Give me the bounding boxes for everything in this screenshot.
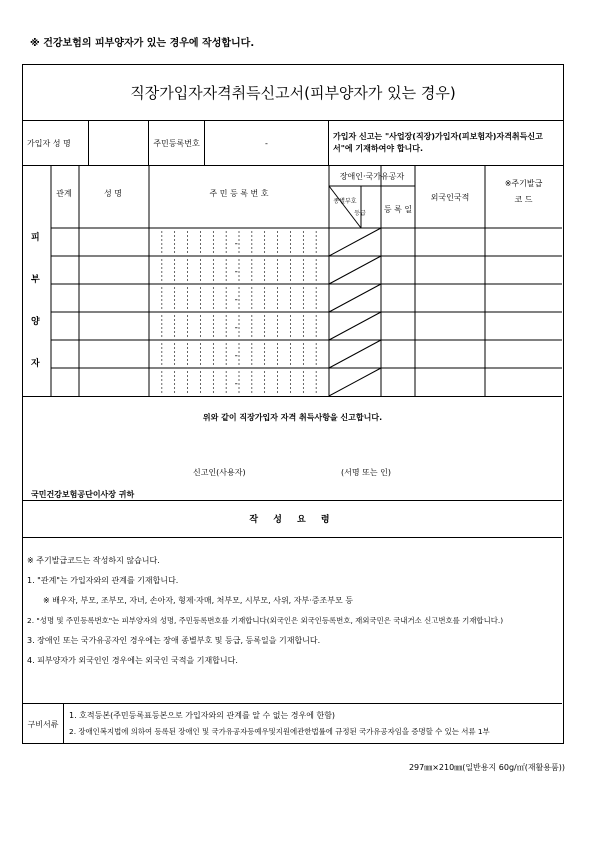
rrn-dash: - bbox=[234, 351, 238, 361]
footer-spec: 297㎜×210㎜(일반용지 60g/㎡(재활용품)) bbox=[408, 763, 565, 772]
subscriber-note: 가입자 신고는 "사업장(직장)가입자(피보험자)자격취득신고서"에 기재하여야 합니다. bbox=[333, 132, 543, 153]
header-reg-date: 등 록 일 bbox=[383, 205, 413, 214]
form-title: 직장가입자자격취득신고서(피부양자가 있는 경우) bbox=[23, 65, 563, 121]
guide-item: ※ 주기발급코드는 작성하지 않습니다. bbox=[27, 556, 160, 565]
declaration-signature: (서명 또는 인) bbox=[341, 468, 391, 477]
subscriber-name-label: 가입자 성 명 bbox=[23, 121, 89, 165]
attachment-item: 1. 호적등본(주민등록표등본으로 가입자와의 관계를 알 수 없는 경우에 한함) bbox=[69, 711, 336, 720]
cell-diagonal bbox=[329, 284, 381, 312]
attachments-list bbox=[69, 708, 490, 740]
header-reissue-code-b: 코 드 bbox=[514, 195, 533, 204]
header-disabled-group: 장애인·국가유공자 bbox=[339, 172, 405, 181]
rrn-dash: - bbox=[234, 239, 238, 249]
cell-diagonal bbox=[329, 368, 381, 396]
header-name: 성 명 bbox=[104, 189, 122, 198]
header-grade: 등급 bbox=[354, 210, 366, 217]
header-relation: 관계 bbox=[56, 189, 72, 198]
header-rrn: 주 민 등 록 번 호 bbox=[209, 189, 269, 198]
subheader-diagonal bbox=[329, 186, 361, 228]
side-label-3: 양 bbox=[31, 317, 40, 327]
subscriber-row bbox=[23, 121, 563, 166]
dependents-table bbox=[23, 166, 562, 396]
cell-diagonal bbox=[329, 340, 381, 368]
subscriber-rrn-field[interactable] bbox=[205, 121, 329, 165]
guide-item: ※ 배우자, 부모, 조부모, 자녀, 손아자, 형제·자매, 처부모, 시부모, 사위, 자부·증조부모 등 bbox=[43, 596, 353, 605]
header-type-code: 종별부호 bbox=[333, 198, 357, 205]
subscriber-name-field[interactable] bbox=[89, 121, 149, 165]
guide-item: 2. "성명 및 주민등록번호"는 피부양자의 성명, 주민등록번호를 기재합니다(외국인은 외국인등록번호, 재외국민은 국내거소 신고번호를 기재합니다.) bbox=[27, 616, 504, 625]
cell-diagonal bbox=[329, 228, 381, 256]
guide-item: 3. 장애인 또는 국가유공자인 경우에는 장애 종별부호 및 등급, 등록일을 기재합니다. bbox=[27, 636, 321, 645]
side-label-2: 부 bbox=[31, 275, 40, 285]
rrn-dash: - bbox=[234, 323, 238, 333]
declaration-recipient: 국민건강보험공단이사장 귀하 bbox=[31, 490, 135, 499]
attachment-item: 2. 장애인복지법에 의하여 등록된 장애인 및 국가유공자등예우및지원에관한법률에 규정된 국가유공자임을 증명할 수 있는 서류 1부 bbox=[69, 727, 490, 736]
declaration-reporter: 신고인(사용자) bbox=[193, 468, 246, 477]
cell-diagonal bbox=[329, 256, 381, 284]
declaration bbox=[23, 396, 562, 501]
guide-list bbox=[27, 551, 557, 671]
attachments bbox=[23, 703, 562, 744]
form-frame bbox=[22, 64, 564, 744]
rrn-dash: - bbox=[234, 267, 238, 277]
rrn-dash: - bbox=[234, 379, 238, 389]
header-reissue-code-a: ※주기발급 bbox=[504, 179, 543, 188]
guide-item: 4. 피부양자가 외국인인 경우에는 외국인 국적을 기재합니다. bbox=[27, 656, 238, 665]
side-label-1: 피 bbox=[31, 233, 40, 243]
subscriber-rrn-label: 주민등록번호 bbox=[149, 121, 205, 165]
declaration-statement: 위와 같이 직장가입자 자격 취득사항을 신고합니다. bbox=[202, 413, 383, 422]
attachments-label: 구비서류 bbox=[23, 704, 64, 744]
cell-diagonal bbox=[329, 312, 381, 340]
guide-title: 작 성 요 령 bbox=[23, 499, 562, 538]
subscriber-rrn-dash: - bbox=[265, 138, 268, 148]
guide-item: 1. "관계"는 가입자와의 관계를 기재합니다. bbox=[27, 576, 179, 585]
rrn-dash: - bbox=[234, 295, 238, 305]
header-nationality: 외국인국적 bbox=[430, 193, 470, 202]
side-label-4: 자 bbox=[31, 359, 40, 369]
top-note: ※ 건강보험의 피부양자가 있는 경우에 작성합니다. bbox=[30, 38, 255, 49]
